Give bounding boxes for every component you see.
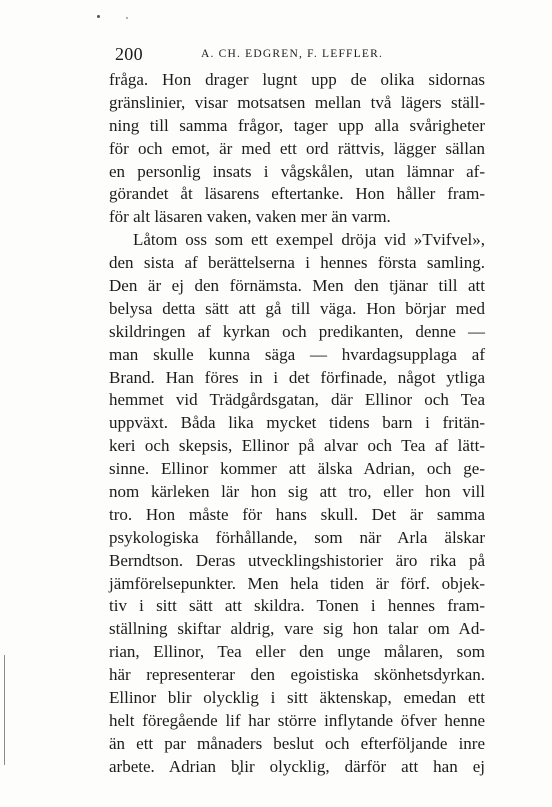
text-line: man skulle kunna säga — hvardagsupplaga af xyxy=(109,344,485,364)
ink-speck xyxy=(97,15,100,18)
text-line: Den är ej den förnämsta. Men den tjänar till att xyxy=(109,276,485,296)
text-line: skildringen af kyrkan och predikanten, denne — xyxy=(109,321,485,341)
text-line: görandet åt läsarens eftertanke. Hon håller fram- xyxy=(109,184,485,204)
text-line: här representerar den egoistiska skönhetsdyrkan. xyxy=(109,665,485,685)
text-line: nom kärleken lär hon sig att tro, eller hon vill xyxy=(109,482,485,502)
text-line: en personlig insats i vågskålen, utan lämnar af- xyxy=(109,161,485,181)
scan-edge-line xyxy=(4,655,5,765)
text-line: den sista af berättelserna i hennes första samling. xyxy=(109,253,485,273)
text-line: Berndtson. Deras utvecklingshistorier äro rika på xyxy=(109,550,485,570)
text-line: helt föregående lif har större inflytande öfver henne xyxy=(109,710,485,730)
text-line: rian, Ellinor, Tea eller den unge målaren, som xyxy=(109,642,485,662)
text-line: tiv i sitt sätt att skildra. Tonen i hennes fram- xyxy=(109,596,485,616)
ink-speck xyxy=(126,17,128,19)
text-line: än ett par månaders beslut och efterföljande inre xyxy=(109,733,485,753)
page-header xyxy=(115,44,495,64)
text-line: för alt läsaren vaken, vaken mer än varm. xyxy=(109,207,391,227)
text-line: belysa detta sätt att gå till väga. Hon börjar med xyxy=(109,298,485,318)
page-number: 200 xyxy=(115,44,143,64)
text-line: ning till samma frågor, tager upp alla svårigheter xyxy=(109,115,485,135)
text-line: fråga. Hon drager lugnt upp de olika sidornas xyxy=(109,70,485,89)
text-line: psykologiska förhållande, som när Arla älskar xyxy=(109,527,485,547)
text-line: keri och skepsis, Ellinor på alvar och Tea af lätt- xyxy=(109,436,485,456)
text-line: Ellinor blir olycklig i sitt äktenskap, emedan ett xyxy=(109,688,485,708)
text-line: sinne. Ellinor kommer att älska Adrian, och ge- xyxy=(109,459,485,479)
text-line: uppväxt. Båda lika mycket tidens barn i fritän- xyxy=(109,413,485,433)
text-line: arbete. Adrian blir olycklig, därför att han ej xyxy=(109,756,485,776)
text-line: Brand. Han föres in i det förfinade, något ytliga xyxy=(109,367,485,387)
text-line: för och emot, är med ett ord rättvis, lägger sällan xyxy=(109,138,485,158)
body-text xyxy=(109,69,485,779)
text-line: gränslinier, visar motsatsen mellan två lägers ställ- xyxy=(109,92,485,112)
running-head: A. CH. EDGREN, F. LEFFLER. xyxy=(201,48,384,60)
text-line: jämförelsepunkter. Men hela tiden är förf. objek- xyxy=(109,573,485,593)
text-line: hemmet vid Trädgårdsgatan, där Ellinor och Tea xyxy=(109,390,485,410)
text-line: tro. Hon måste för hans skull. Det är samma xyxy=(109,504,485,524)
text-line: ställning skiftar aldrig, vare sig hon talar om Ad- xyxy=(109,619,485,639)
text-line: Låtom oss som ett exempel dröja vid »Tvifvel», xyxy=(133,230,485,250)
